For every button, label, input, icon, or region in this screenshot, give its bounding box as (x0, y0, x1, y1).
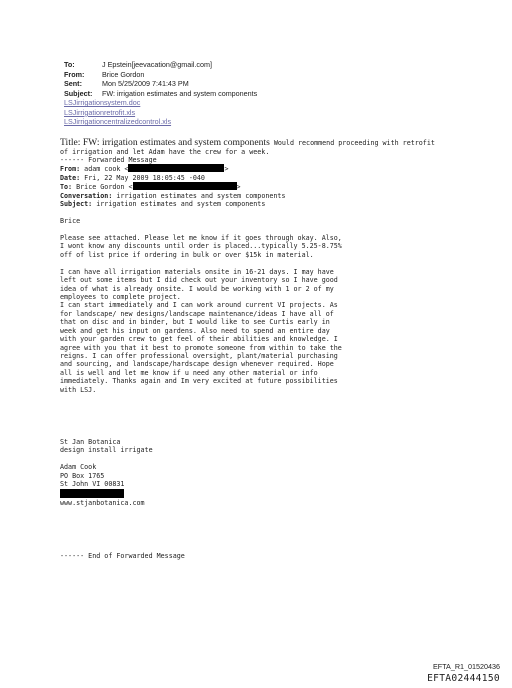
fwd-from-row (60, 164, 460, 173)
fwd-date-row (60, 174, 460, 182)
paragraph-line: left out some items but I did check out your inventory so I have good (60, 276, 338, 285)
redaction-block (128, 164, 224, 172)
signature-website[interactable]: www.stjanbotanica.com (60, 499, 145, 508)
forwarded-header: ------ Forwarded Message (60, 156, 157, 164)
attachment-link[interactable]: LSJirrigationcentralizedcontrol.xls (64, 117, 172, 127)
paragraph-2 (60, 268, 460, 394)
paragraph-line: off of list price if ordering in bulk or over $15k in material. (60, 250, 314, 259)
to-value: J Epstein[jeevacation@gmail.com] (102, 60, 212, 69)
fwd-subject-row (60, 200, 460, 208)
fwd-subject-value: irrigation estimates and system components (96, 200, 266, 209)
sent-label: Sent: (64, 79, 82, 89)
to-row (64, 60, 257, 70)
paragraph-line: all is well and let me know if u need any other material or info (60, 368, 318, 377)
fwd-date-value: Fri, 22 May 2009 18:05:45 -040 (84, 173, 205, 182)
subject-value: FW: irrigation estimates and system components (102, 88, 258, 98)
paragraph-line: with your garden crew to get feel of their abilities and knowledge. I (60, 335, 338, 344)
signature-name: Adam Cook (60, 463, 97, 472)
paragraph-line: I can have all irrigation materials onsite in 16-21 days. I may have (60, 267, 334, 276)
fwd-from-label: From: (60, 165, 81, 174)
fwd-from-end: > (224, 165, 229, 174)
fwd-to-row (60, 182, 460, 191)
sent-value: Mon 5/25/2009 7:41:43 PM (102, 79, 189, 89)
paragraph-line: with LSJ. (60, 385, 97, 394)
from-row (64, 70, 257, 80)
from-label: From: (64, 69, 85, 79)
redaction-block (133, 182, 237, 190)
paragraph-line: idea of what is already onsite. I would be working with 1 or 2 of my (60, 284, 334, 293)
signature-company: St Jan Botanica (60, 438, 121, 446)
signature-pobox: PO Box 1765 (60, 471, 105, 480)
subject-row (64, 89, 257, 99)
title-line (60, 139, 460, 148)
paragraph-line: that on disc and in binder, but I would like to see Curtis early in (60, 318, 330, 327)
title-prefix: Title: FW: irrigation estimates and system components (60, 137, 270, 148)
paragraph-line: and sourcing, and landscape/hardscape design whenever required. Hope (60, 360, 334, 369)
redaction-block (60, 489, 124, 498)
signature-block (60, 438, 153, 507)
attachment-link[interactable]: LSJirrigationretrofit.xls (64, 107, 136, 117)
efta-small-stamp: EFTA_R1_01520436 (433, 662, 500, 671)
fwd-conversation-label: Conversation: (60, 191, 113, 200)
paragraph-line: I can start immediately and I can work around current VI projects. As (60, 301, 338, 310)
paragraph-line: reigns. I can offer professional oversight, plant/material purchasing (60, 351, 338, 360)
attachment-link[interactable]: LSJirrigationsystem.doc (64, 98, 141, 108)
paragraph-line: immediately. Thanks again and Im very excited at future possibilities (60, 377, 338, 386)
fwd-from-value: adam cook < (84, 165, 129, 174)
efta-large-stamp: EFTA02444150 (427, 673, 500, 684)
title-rest: Would recommend proceeding with retrofit (269, 139, 435, 147)
paragraph-line: I wont know any discounts until order is placed...typically 5.25-8.75% (60, 242, 342, 251)
fwd-subject-label: Subject: (60, 200, 93, 209)
sent-row (64, 79, 257, 89)
end-forwarded-message: ------ End of Forwarded Message (60, 552, 185, 560)
fwd-date-label: Date: (60, 173, 81, 182)
fwd-to-value: Brice Gordon < (76, 183, 133, 192)
email-body (60, 139, 460, 394)
email-header (64, 60, 257, 127)
paragraph-line: agree with you that it best to promote someone from within to take the (60, 343, 342, 352)
fwd-conversation-row (60, 192, 460, 200)
fwd-to-end: > (236, 183, 241, 192)
subject-label: Subject: (64, 88, 93, 98)
from-value: Brice Gordon (102, 69, 145, 79)
paragraph-line: employees to complete project. (60, 293, 181, 302)
paragraph-1 (60, 234, 460, 259)
signature-tagline: design install irrigate (60, 446, 153, 455)
fwd-to-label: To: (60, 183, 73, 192)
paragraph-line: for landscape/ new designs/landscape maintenance/ideas I have all of (60, 309, 334, 318)
title-continuation: of irrigation and let Adam have the crew for a week. (60, 147, 270, 156)
paragraph-line: Please see attached. Please let me know if it goes through okay. Also, (60, 234, 342, 243)
to-label: To: (64, 60, 75, 69)
greeting: Brice (60, 217, 81, 226)
paragraph-line: week and get his input on gardens. Also need to spend an entire day (60, 326, 330, 335)
signature-city: St John VI 00831 (60, 480, 125, 489)
fwd-conversation-value: irrigation estimates and system components (116, 191, 286, 200)
